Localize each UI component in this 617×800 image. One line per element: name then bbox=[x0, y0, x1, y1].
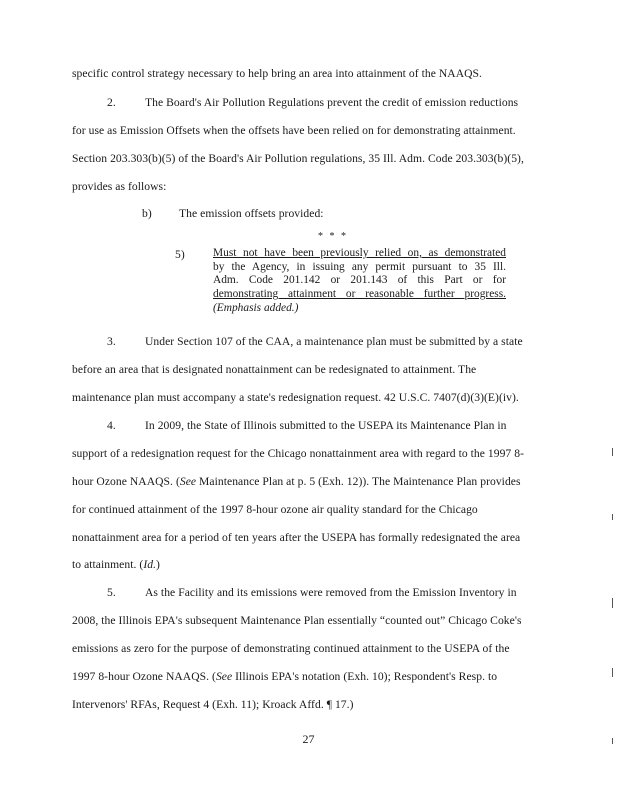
quote-line: Must not have been previously relied on, as demonstrated bbox=[213, 247, 506, 259]
block-intro: The emission offsets provided: bbox=[179, 207, 324, 220]
block-label: b) bbox=[142, 207, 152, 220]
text-line: maintenance plan must accompany a state's redesignation request. 42 U.S.C. 7407(d)(3)(E)(iv). bbox=[72, 391, 519, 404]
text-line: hour Ozone NAAQS. (See Maintenance Plan at p. 5 (Exh. 12)). The Maintenance Plan provides bbox=[72, 475, 521, 488]
text-line: As the Facility and its emissions were removed from the Emission Inventory in bbox=[145, 586, 517, 599]
text-line: emissions as zero for the purpose of demonstrating continued attainment to the USEPA of the bbox=[72, 642, 510, 655]
quote-line: by the Agency, in issuing any permit pursuant to 35 Ill. bbox=[213, 260, 506, 273]
text-line: Section 203.303(b)(5) of the Board's Air Pollution regulations, 35 Ill. Adm. Code 203.303(b)(5), bbox=[72, 152, 524, 165]
text-line: 1997 8-hour Ozone NAAQS. (See Illinois EPA's notation (Exh. 10); Respondent's Resp. to bbox=[72, 670, 498, 683]
paragraph-number: 5. bbox=[107, 586, 116, 599]
ellipsis: * * * bbox=[318, 231, 348, 242]
text-line: 2008, the Illinois EPA's subsequent Maintenance Plan essentially “counted out” Chicago Coke's bbox=[72, 614, 522, 627]
scan-mark bbox=[612, 514, 613, 520]
quote-line: (Emphasis added.) bbox=[213, 301, 299, 314]
scan-mark bbox=[612, 738, 613, 744]
text-line: The Board's Air Pollution Regulations prevent the credit of emission reductions bbox=[145, 96, 519, 109]
text-line: In 2009, the State of Illinois submitted to the USEPA its Maintenance Plan in bbox=[145, 419, 507, 432]
text-line: Under Section 107 of the CAA, a maintenance plan must be submitted by a state bbox=[145, 335, 523, 348]
text-line: support of a redesignation request for the Chicago nonattainment area with regard to the 1997 8- bbox=[72, 447, 524, 460]
quote-line: demonstrating attainment or reasonable further progress. bbox=[213, 288, 506, 301]
paragraph-number: 4. bbox=[107, 419, 116, 432]
text-line: nonattainment area for a period of ten years after the USEPA has formally redesignated the area bbox=[72, 531, 521, 544]
item-number: 5) bbox=[175, 248, 185, 261]
text-line: Intervenors' RFAs, Request 4 (Exh. 11); Kroack Affd. ¶ 17.) bbox=[72, 698, 354, 711]
text-line: provides as follows: bbox=[72, 180, 167, 193]
text-line: to attainment. (Id.) bbox=[72, 558, 160, 571]
scan-mark bbox=[612, 668, 613, 677]
scan-mark bbox=[612, 598, 613, 608]
paragraph-number: 3. bbox=[107, 335, 116, 348]
quote-line: Adm. Code 201.142 or 201.143 of this Part or for bbox=[213, 274, 506, 287]
text-line: before an area that is designated nonattainment can be redesignated to attainment. The bbox=[72, 363, 477, 376]
text-line: for continued attainment of the 1997 8-hour ozone air quality standard for the Chicago bbox=[72, 503, 478, 516]
text-line: specific control strategy necessary to help bring an area into attainment of the NAAQS. bbox=[72, 67, 482, 80]
page-number: 27 bbox=[302, 732, 315, 746]
paragraph-number: 2. bbox=[107, 96, 116, 109]
text-line: for use as Emission Offsets when the offsets have been relied on for demonstrating attainment. bbox=[72, 124, 516, 137]
block-quote bbox=[213, 247, 506, 316]
scan-mark bbox=[612, 448, 613, 456]
